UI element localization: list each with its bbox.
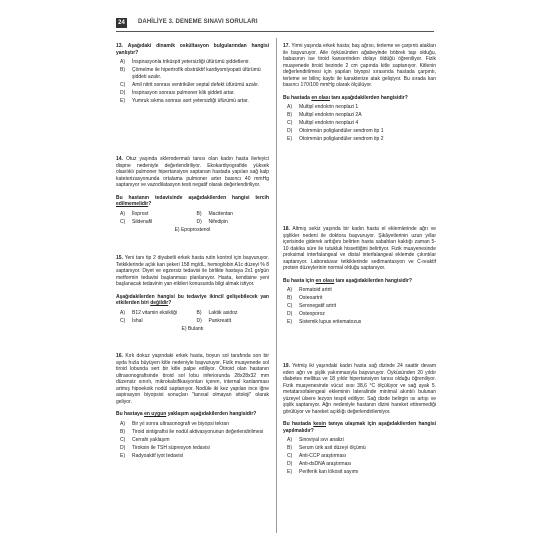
question-number: 17. [283,43,290,49]
option-e[interactable] [116,453,269,460]
option-letter: D) [120,444,126,451]
option-text: Anti-dsDNA araştırması [299,461,352,467]
option-text: Otoimmün poliglandüler sendrom tip 2 [299,136,384,142]
ask-emphasis: değildir [150,300,169,306]
page-title: DAHİLİYE 3. DENEME SINAVI SORULARI [138,19,258,25]
option-letter: D) [287,128,293,134]
ask-emphasis: en olası [315,277,335,284]
option-text: Çömelme ile hipertrofik obstrüktif kardiyomiyopati üfürümü şiddeti azalır. [132,67,261,80]
question-text: Otuz yaşında sklerodermalı tanısı olan kadın hasta ilerleyici dispne nedeniyle değerlendiriliyor. Ekokardiyografide yüksek olasılıklı pulmoner hipertansiyon saptanan hastada yapılan sağ kalp kateterizasyonunda ortalama pulmoner arter basıncı 40 mmHg saptanıyor ve vazodilatasyon testi negatif olarak değerlendiriliyor. [116,156,270,188]
ask-text: Bu hastanın tedavisinde aşağıdakilerden hangisi tercih [116,194,269,201]
option-c[interactable] [116,437,269,444]
option-b[interactable] [193,310,270,317]
options-grid [116,310,269,325]
option-text: Sistemik lupus eritematozus [299,319,362,325]
option-a[interactable] [116,211,193,218]
option-text: Tiroid sintigrafisi ile nodül aktivasyonunun değerlendirilmesi [132,428,264,435]
question-text: Yirmi yaşında erkek hasta; baş ağrısı, terleme ve çarpıntı atakları ile başvuruyor. Aile öyküsünden ağabeyinde böbrek taşı olduğu, babasının ise tiroid kanserinden dolayı öldüğü öğreniliyor. Fizik muayenede tiroid bezinde 2 cm çapında kitle saptanıyor. Kitlenin değerlendirilmesi için yapılan biyopsi sırasında hastada çarpıntı, terleme ve bilinç kaybı ile karakterize atak gelişiyor. Bu sırada kan basıncı 170/100 mmHg olarak ölçülüyor. [283,43,436,88]
question-stem [283,226,436,272]
option-e[interactable]: E) Epoprostenol [174,226,211,233]
question-number: 14. [116,156,123,162]
option-text: Macitentan [208,210,233,217]
option-letter: C) [120,317,126,324]
option-letter: C) [120,81,126,88]
question-ask [283,278,436,285]
option-letter: D) [196,218,202,225]
option-text: İshal [132,317,143,324]
column-divider [276,38,277,533]
option-text: Osteoporoz [299,311,325,317]
option-e[interactable]: E) Bulantı [181,325,204,332]
option-c[interactable] [116,318,193,325]
option-letter: C) [120,436,126,443]
question-stem [116,255,269,288]
ask-emphasis: kesin [313,421,327,427]
option-letter: E) [287,136,292,142]
option-letter: A) [287,104,292,110]
question-number: 15. [116,255,123,261]
option-letter: A) [120,210,125,217]
option-d[interactable] [193,219,270,226]
question-stem [283,363,436,415]
option-b[interactable] [193,211,270,218]
option-d[interactable] [116,90,269,97]
ask-text: Bu hasta için [283,277,316,284]
option-c[interactable] [283,453,436,460]
option-text: B12 vitamin eksikliği [132,309,178,316]
option-e[interactable] [116,98,269,105]
question-ask [116,294,269,307]
question-text: Yetmiş iki yaşındaki kadın hasta sağ dizinde 24 saattir devam eden ağrı ve şişlik yakınmasıyla başvuruyor. Öyküsünden 20 yıldır diabetes mellitus ve 18 yıldır hipertansiyon tanısı olduğu öğreniliyor. Fizik muayenesinde vücut ısısı 38,6 °C ölçülüyor ve sağ ayak 5. metatarsofalengeal ekleminin lateralinde minimal akıntılı bulunan yüzeyel ülsere lezyon tespit ediliyor. Sağ dizde belirgin ısı artışı ve şişlik saptanıyor. Ağrı nedeniyle hastanın dizini hareket ettiremediği görülüyor ve hareket açıklığı değerlendirilemiyor. [283,363,436,415]
options-grid [116,211,269,226]
option-letter: C) [287,303,293,309]
option-text: Periferik kan lökosit sayımı [299,469,359,475]
option-letter: A) [120,420,125,427]
option-c[interactable] [283,303,436,310]
option-text: Yumruk sıkma sonrası aort yetersizliği üfürümü artar. [132,97,249,104]
option-text: Seronegatif artrit [299,303,336,309]
option-letter: B) [287,112,292,118]
option-a[interactable] [116,310,193,317]
question-text: Kırk dokuz yaşındaki erkek hasta, boyun sol tarafında son bir ayda hızla büyüyen kitle nedeniyle başvuruyor. Fizik muayenede sol tiroid lobunda sert bir kitle palpe ediliyor. Ötiroid olan hastanın ultrasonografisinde tiroid sol lobu inferiorunda 28x28x32 mm düzensiz sınırlı, mikrokalsifikasyonları içeren, internal kanlanması artmış hipoekoik nodül saptanıyor. Nodüle iki kez yapılan ince iğne aspirasyon biyopsisi sonuçları "tanısal olmayan sitoloji" olarak geliyor. [116,353,270,405]
question-14 [116,156,269,233]
ask-text-end: ? [148,201,152,207]
option-a[interactable] [283,437,436,444]
option-text: Multipl endokrin neoplazi 2A [299,112,362,118]
option-d[interactable] [283,461,436,468]
question-text: Altmış sekiz yaşında bir kadın hasta el eklemlerinde ağrı ve şişlikler nedeni ile doktora başvuruyor. Şikâyetlerinin uzun yıllar içerisinde giderek arttığını belirten hasta sabahları kaktığı zaman 5-10 dakika süre ile tutukluk hissettiğini belirtiyor. Fizik muayenesinde proksimal interfalangeal ve distal interfalangeal eklemde çıkıntılar saptanıyor. Laboratuvar tetkiklerinde sedimantasyon ve C-reaktif protein düzeylerinin normal olduğu saptanıyor. [283,226,436,271]
option-letter: B) [287,445,292,451]
question-15 [116,255,269,332]
option-a[interactable] [116,421,269,428]
option-letter: D) [196,317,202,324]
option-letter: A) [287,287,292,293]
ask-text: Bu hastaya [116,411,145,417]
option-text: İnspirasyon sonrası pulmoner klik şiddeti artar. [132,89,235,96]
option-text: Osteoartrit [299,295,323,301]
option-text: Anti-CCP araştırması [299,453,347,459]
option-text: Romatoid artrit [299,287,332,293]
ask-text: Bu hastada [283,94,312,101]
question-17 [283,43,436,143]
option-text: İnspirasyonla triküspit yetersizliği üfürümü şiddetlenir. [132,59,250,65]
question-number: 18. [283,226,290,232]
option-letter: B) [196,210,202,217]
option-text: Cerrahi yaklaşım [132,436,170,443]
option-text: Sinoviyal sıvı analizi [299,437,344,443]
option-a[interactable] [283,104,436,111]
option-text: İloprost [132,210,149,217]
option-text: Nifedipin [208,218,228,225]
option-letter: B) [120,428,125,435]
option-text: Multipl endokrin neoplazi 1 [299,104,359,110]
question-number: 13. [116,43,123,49]
ask-emphasis: en olası [311,94,330,101]
question-18 [283,226,436,326]
question-stem [116,43,269,56]
option-letter: C) [287,453,293,459]
option-text: Sildenafil [132,218,153,225]
ask-text-end: yaklaşım aşağıdakilerden hangisidir? [166,411,257,417]
question-ask [283,421,436,434]
options-list [283,104,436,143]
option-text: Radyoaktif iyot tedavisi [132,452,184,459]
option-text: Amil nitrit sonrası ventriküler septal defekt üfürümü azalır. [132,81,259,88]
option-letter: E) [120,97,125,104]
option-letter: D) [287,311,293,317]
question-16 [116,353,269,459]
ask-text-end: ? [168,300,172,306]
option-d[interactable] [116,445,269,452]
option-text: Serum ürik asit düzeyi ölçümü [299,445,366,451]
question-ask [283,95,436,102]
option-e[interactable] [283,469,436,476]
option-d[interactable] [283,311,436,318]
option-c[interactable] [283,120,436,127]
ask-text-end: tanı aşağıdakilerden hangisidir? [334,277,412,284]
option-letter: B) [120,67,125,73]
option-e[interactable] [283,136,436,143]
question-19 [283,363,436,476]
option-c[interactable] [116,219,193,226]
page-number: 24 [116,18,127,28]
question-ask [116,411,269,418]
option-letter: C) [287,120,293,126]
option-d[interactable] [193,318,270,325]
ask-text: Aşağıdakilerden hangisi bu tedaviye ikincil gelişebilecek yan etkilerden biri [116,293,269,306]
option-letter: B) [196,309,202,316]
question-text: Yeni tanı tip 2 diyabetli erkek hasta rutin kontrol için başvuruyor. Tetkiklerinde açlık kan şekeri 158 mg/dL, hemoglobin A1c düzeyi % 8 saptanıyor. Diyet ve egzersiz tedavisi ile birlikte hastaya 2x1 gr/gün metformin tedavisi başlanması planlanıyor. Hasta, kendisine yeni başlanacak tedavinin yan etkileri konusunda bilgi almak istiyor. [116,255,269,287]
options-list [116,59,269,104]
question-number: 19. [283,363,290,369]
options-list [116,421,269,460]
option-letter: A) [287,437,292,443]
option-a[interactable] [116,59,269,66]
option-letter: E) [287,319,292,325]
ask-text: Bu hastada [283,421,314,427]
option-text: Pankreatit [208,317,232,324]
ask-text-end: tanı aşağıdakilerden hangisidir? [329,94,408,101]
option-b[interactable] [116,429,269,436]
option-b[interactable] [283,445,436,452]
question-ask [116,195,269,208]
option-letter: B) [287,295,292,301]
header-rule [116,31,434,32]
option-letter: D) [120,89,126,96]
option-letter: E) [120,452,125,459]
option-b[interactable] [283,295,436,302]
ask-emphasis: en uygun [144,411,167,417]
option-text: Multipl endokrin neoplazi 4 [299,120,359,126]
option-a[interactable] [283,287,436,294]
options-list [283,437,436,476]
option-letter: A) [120,309,125,316]
option-text: Laktik asidoz [208,309,238,316]
option-e[interactable] [283,319,436,326]
option-letter: A) [120,59,125,65]
question-stem [116,353,269,405]
option-c[interactable] [116,82,269,89]
question-stem [116,156,269,189]
question-stem [283,43,436,89]
option-letter: E) [287,469,292,475]
option-text: Bir yıl sonra ultrasonografi ve biyopsi tekrarı [132,420,230,427]
option-letter: C) [120,218,126,225]
option-b[interactable] [116,67,269,80]
option-letter: D) [287,461,293,467]
option-d[interactable] [283,128,436,135]
ask-emphasis: edilmemelidir [116,201,149,207]
option-b[interactable] [283,112,436,119]
option-text: Tiroksin ile TSH süpresyon tedavisi [132,444,210,451]
option-text: Otoimmün poliglandüler sendrom tip 1 [299,128,384,134]
question-number: 16. [116,353,123,359]
question-13 [116,43,269,104]
question-text: Aşağıdaki dinamik oskültasyon bulgularından hangisi yanlıştır? [116,43,269,56]
options-list [283,287,436,326]
ask-text-end: tanıya ulaşmak için aşağıdakilerden hangisi yapılmalıdır? [283,421,437,434]
